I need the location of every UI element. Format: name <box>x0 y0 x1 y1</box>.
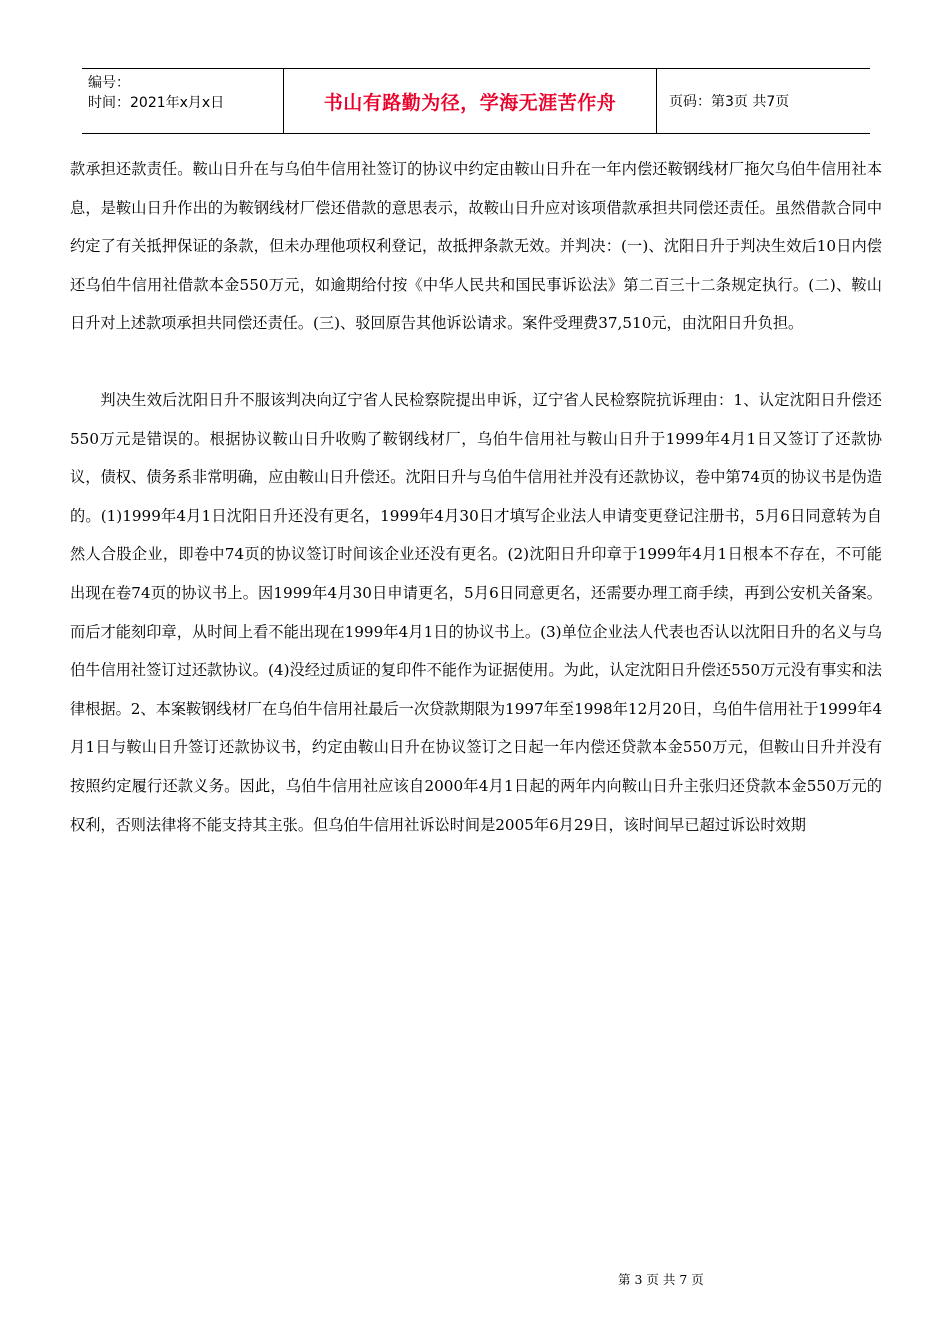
header-motto: 书山有路勤为径，学海无涯苦作舟 <box>283 69 657 133</box>
document-time-label: 时间：2021年x月x日 <box>88 95 225 111</box>
body-paragraph-1: 款承担还款责任。鞍山日升在与乌伯牛信用社签订的协议中约定由鞍山日升在一年内偿还鞍钢线材厂拖欠乌伯牛信用社本息，是鞍山日升作出的为鞍钢线材厂偿还借款的意思表示，故鞍山日升应对该项借款承担共同偿还责任。虽然借款合同中约定了有关抵押保证的条款，但未办理他项权利登记，故抵押条款无效。并判决：(一)、沈阳日升于判决生效后10日内偿还乌伯牛信用社借款本金550万元，如逾期给付按《中华人民共和国民事诉讼法》第二百三十二条规定执行。(二)、鞍山日升对上述款项承担共同偿还责任。(三)、驳回原告其他诉讼请求。案件受理费37,510元，由沈阳日升负担。 <box>70 160 882 333</box>
document-number-label: 编号： <box>88 75 130 91</box>
page-footer: 第 3 页 共 7 页 <box>618 1272 704 1287</box>
paragraph-gap <box>70 343 882 381</box>
body-paragraph-2: 判决生效后沈阳日升不服该判决向辽宁省人民检察院提出申诉，辽宁省人民检察院抗诉理由：1、认定沈阳日升偿还550万元是错误的。根据协议鞍山日升收购了鞍钢线材厂，乌伯牛信用社与鞍山日升于1999年4月1日又签订了还款协议，债权、债务系非常明确，应由鞍山日升偿还。沈阳日升与乌伯牛信用社并没有还款协议，卷中第74页的协议书是伪造的。(1)1999年4月1日沈阳日升还没有更名，1999年4月30日才填写企业法人申请变更登记注册书，5月6日同意转为自然人合股企业，即卷中74页的协议签订时间该企业还没有更名。(2)沈阳日升印章于1999年4月1日根本不存在，不可能出现在卷74页的协议书上。因1999年4月30日申请更名，5月6日同意更名，还需要办理工商手续，再到公安机关备案。而后才能刻印章，从时间上看不能出现在1999年4月1日的协议书上。(3)单位企业法人代表也否认以沈阳日升的名义与乌伯牛信用社签订过还款协议。(4)没经过质证的复印件不能作为证据使用。为此，认定沈阳日升偿还550万元没有事实和法律根据。2、本案鞍钢线材厂在乌伯牛信用社最后一次贷款期限为1997年至1998年12月20日，乌伯牛信用社于1999年4月1日与鞍山日升签订还款协议书，约定由鞍山日升在协议签订之日起一年内偿还贷款本金550万元，但鞍山日升并没有按照约定履行还款义务。因此，乌伯牛信用社应该自2000年4月1日起的两年内向鞍山日升主张归还贷款本金550万元的权利，否则法律将不能支持其主张。但乌伯牛信用社诉讼时间是2005年6月29日，该时间早已超过诉讼时效期 <box>70 390 882 834</box>
header-meta <box>82 69 283 133</box>
document-header <box>82 68 870 134</box>
document-body <box>70 150 882 844</box>
header-page-info: 页码：第3页 共7页 <box>669 94 790 110</box>
